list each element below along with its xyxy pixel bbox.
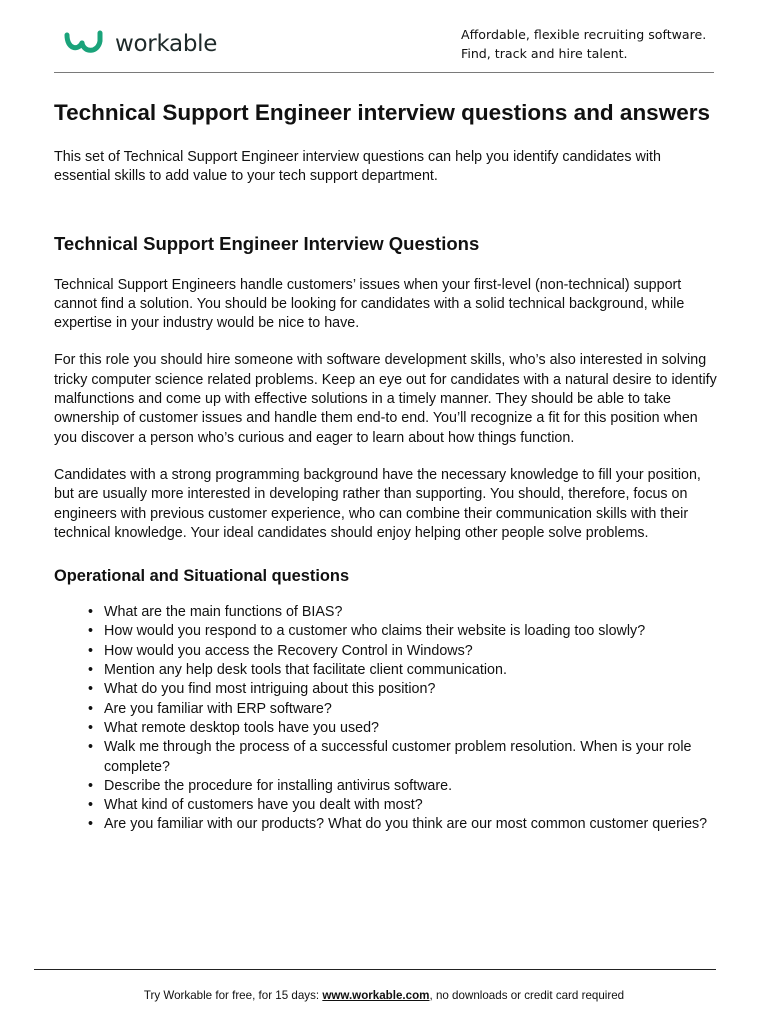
question-item <box>54 815 718 834</box>
question-text: What do you find most intriguing about this position? <box>104 681 436 698</box>
bullet-icon: • <box>88 797 94 814</box>
question-text: Are you familiar with ERP software? <box>104 700 332 717</box>
subsection-heading: Operational and Situational questions <box>54 567 350 586</box>
footer-prefix: Try Workable for free, for 15 days: <box>143 989 323 1002</box>
bullet-icon: • <box>88 739 94 756</box>
bullet-icon: • <box>88 681 94 698</box>
tagline-line-1: Affordable, flexible recruiting software. <box>461 27 707 42</box>
question-text: What are the main functions of BIAS? <box>104 604 343 621</box>
question-text: Describe the procedure for installing antivirus software. <box>104 777 453 794</box>
page-header <box>0 0 768 74</box>
question-text: What remote desktop tools have you used? <box>104 719 379 736</box>
question-item <box>54 719 718 738</box>
bullet-icon: • <box>88 777 94 794</box>
section-heading: Technical Support Engineer Interview Questions <box>54 232 480 254</box>
intro-paragraph: This set of Technical Support Engineer interview questions can help you identify candidates with essential skills to add value to your tech support department. <box>54 149 661 185</box>
question-list <box>54 603 718 835</box>
question-text: Mention any help desk tools that facilitate client communication. <box>104 662 507 679</box>
question-item <box>54 603 718 622</box>
bullet-icon: • <box>88 623 94 640</box>
bullet-icon: • <box>88 662 94 679</box>
question-item <box>54 738 718 777</box>
body-paragraph: For this role you should hire someone with software development skills, who’s also interested in solving tricky computer science related problems. Keep an eye out for candidates with a natural desire to identify malfunctions and come up with effective solutions in a timely manner. They should be able to take ownership of customer issues and handle them end-to end. You’ll recognize a fit for this position when you discover a person who’s curious and eager to learn about how things function. <box>54 352 717 446</box>
question-item <box>54 622 718 641</box>
question-text: Are you familiar with our products? What do you think are our most common customer queries? <box>104 816 708 833</box>
page-footer <box>0 988 768 1004</box>
footer-suffix: , no downloads or credit card required <box>429 989 625 1002</box>
question-item <box>54 661 718 680</box>
bullet-icon: • <box>88 816 94 833</box>
question-item <box>54 700 718 719</box>
bullet-icon: • <box>88 642 94 659</box>
logo-text: workable <box>115 30 218 57</box>
bullet-icon: • <box>88 604 94 621</box>
question-item <box>54 642 718 661</box>
question-text: How would you access the Recovery Control in Windows? <box>104 642 473 659</box>
body-paragraph: Technical Support Engineers handle customers’ issues when your first-level (non-technical) support cannot find a solution. You should be looking for candidates with a solid technical background, while expertise in your industry would be nice to have. <box>54 276 685 332</box>
header-divider <box>54 72 714 73</box>
workable-logo-icon <box>64 29 108 59</box>
body-paragraph: Candidates with a strong programming background have the necessary knowledge to fill your position, but are usually more interested in developing rather than supporting. You should, therefore, focus on engineers with previous customer experience, who can combine their communication skills with their technical knowledge. Your ideal candidates should enjoy helping other people solve problems. <box>54 466 701 541</box>
footer-divider <box>34 969 716 970</box>
question-text: How would you respond to a customer who claims their website is loading too slowly? <box>104 623 646 640</box>
header-tagline <box>461 26 706 63</box>
document-body <box>54 98 718 835</box>
bullet-icon: • <box>88 719 94 736</box>
tagline-line-2: Find, track and hire talent. <box>461 45 628 61</box>
bullet-icon: • <box>88 700 94 717</box>
question-item <box>54 796 718 815</box>
page-title: Technical Support Engineer interview questions and answers <box>54 100 710 125</box>
workable-link[interactable]: www.workable.com <box>322 989 430 1002</box>
question-item <box>54 680 718 699</box>
workable-logo[interactable] <box>64 29 217 59</box>
question-text: Walk me through the process of a successful customer problem resolution. When is your role complete? <box>104 739 692 775</box>
question-text: What kind of customers have you dealt with most? <box>104 797 423 814</box>
question-item <box>54 777 718 796</box>
